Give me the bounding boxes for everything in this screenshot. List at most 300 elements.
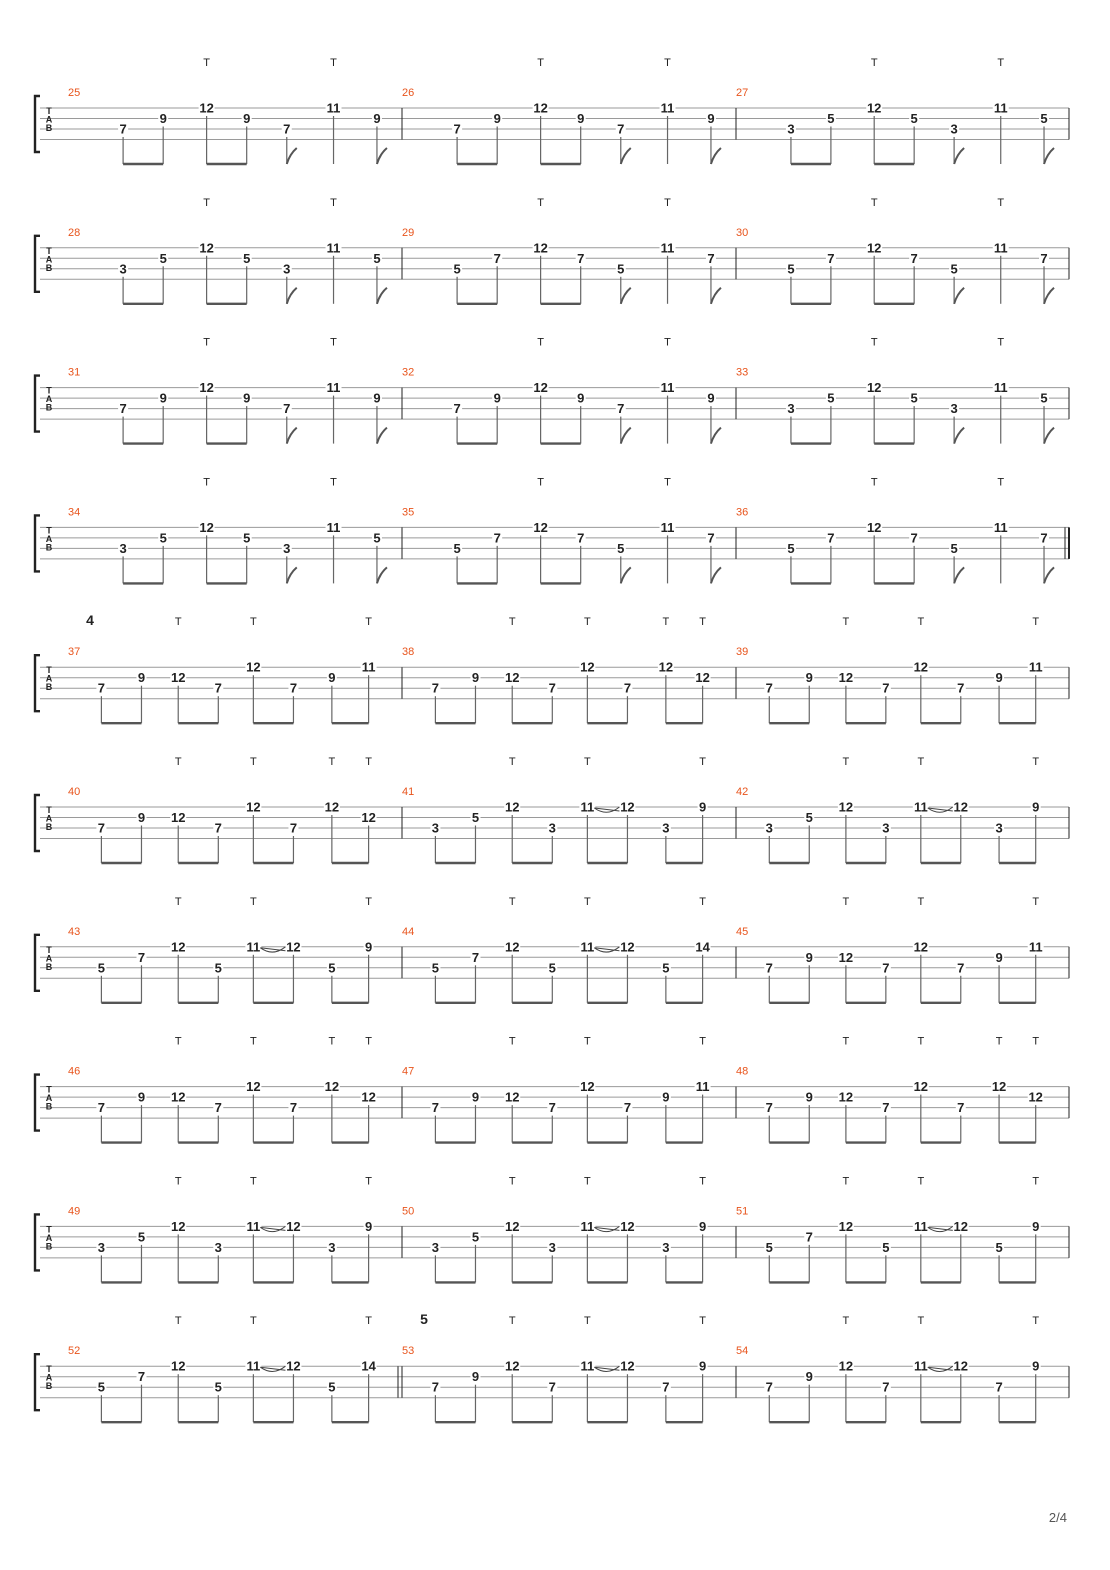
tab-clef-letter: B: [45, 262, 53, 273]
tap-mark: T: [917, 1035, 925, 1048]
fret-number: 5: [159, 530, 167, 546]
note-flag: [1044, 288, 1054, 304]
fret-number: 9: [577, 390, 585, 406]
fret-number: 12: [361, 810, 376, 825]
fret-number: 7: [119, 121, 127, 137]
tab-clef-letter: A: [45, 1093, 53, 1104]
measure-number: 31: [68, 366, 81, 379]
fret-number: 12: [286, 939, 301, 955]
fret-number: 7: [431, 1379, 440, 1395]
fret-number: 12: [170, 670, 186, 686]
system-bracket: [35, 935, 40, 991]
fret-number: 9: [373, 390, 381, 406]
note-flag: [621, 288, 631, 304]
fret-number: 7: [548, 1100, 556, 1116]
measure-number: 52: [68, 1345, 81, 1358]
tab-clef-letter: B: [45, 1241, 53, 1252]
fret-number: 12: [324, 1079, 340, 1095]
note-flag: [377, 428, 387, 444]
note-flag: [1044, 428, 1054, 444]
note-flag: [377, 288, 387, 304]
tap-mark: T: [328, 1035, 336, 1048]
tap-mark: T: [1032, 1035, 1040, 1048]
measure-number: 36: [736, 506, 749, 519]
tab-clef-letter: T: [46, 1084, 52, 1095]
measure-number: 27: [736, 87, 749, 99]
tab-clef-letter: B: [45, 1101, 53, 1112]
fret-number: 12: [533, 240, 548, 256]
fret-number: 7: [765, 960, 773, 976]
tab-clef-letter: A: [45, 254, 53, 265]
fret-number: 12: [866, 380, 882, 396]
tap-mark: T: [250, 1175, 257, 1188]
tap-mark: T: [842, 756, 850, 768]
fret-number: 11: [993, 240, 1008, 256]
fret-number: 9: [471, 670, 480, 686]
fret-number: 7: [97, 820, 106, 836]
tap-mark: T: [870, 476, 878, 489]
tap-mark: T: [508, 1175, 516, 1188]
measure-number: 35: [402, 506, 415, 519]
note-flag: [621, 148, 631, 164]
fret-number: 5: [453, 540, 461, 556]
fret-number: 7: [765, 680, 773, 696]
fret-number: 5: [662, 960, 670, 976]
tap-mark: T: [917, 1315, 925, 1328]
fret-number: 7: [957, 1100, 965, 1116]
fret-number: 5: [950, 261, 958, 277]
fret-number: 12: [199, 240, 214, 256]
fret-number: 7: [957, 960, 965, 976]
fret-number: 5: [882, 1239, 890, 1255]
tap-mark: T: [584, 1315, 591, 1328]
tab-clef-letter: B: [45, 542, 53, 553]
fret-number: 12: [533, 380, 548, 396]
tap-mark: T: [584, 895, 591, 908]
tap-mark: T: [365, 1035, 372, 1048]
system-bracket: [35, 236, 40, 292]
fret-number: 9: [577, 111, 585, 126]
measure-number: 47: [402, 1065, 415, 1078]
fret-number: 11: [695, 1079, 710, 1095]
tap-mark: T: [330, 196, 337, 209]
fret-number: 7: [882, 680, 890, 696]
tap-mark: T: [699, 1035, 706, 1048]
tap-mark: T: [699, 1175, 706, 1188]
fret-number: 11: [580, 1358, 595, 1374]
tap-mark: T: [174, 1315, 182, 1328]
fret-number: 12: [953, 799, 969, 815]
note-flag: [287, 428, 297, 444]
fret-number: 7: [882, 1379, 890, 1395]
fret-number: 7: [827, 250, 835, 266]
tap-mark: T: [508, 756, 516, 768]
fret-number: 3: [787, 121, 795, 137]
fret-number: 12: [199, 519, 214, 535]
tap-mark: T: [584, 616, 591, 629]
fret-number: 9: [328, 670, 336, 686]
tap-mark: T: [508, 1315, 516, 1328]
tap-mark: T: [664, 57, 671, 69]
fret-number: 12: [246, 659, 261, 675]
fret-number: 11: [993, 519, 1008, 535]
measure-number: 33: [736, 366, 749, 379]
fret-number: 12: [838, 1089, 854, 1105]
fret-number: 5: [453, 261, 461, 277]
fret-number: 7: [623, 680, 632, 696]
fret-number: 7: [431, 1100, 440, 1116]
fret-number: 12: [246, 799, 261, 815]
fret-number: 11: [246, 939, 261, 955]
note-flag: [954, 428, 964, 444]
fret-number: 9: [493, 390, 501, 406]
fret-number: 7: [289, 680, 298, 696]
fret-number: 11: [326, 380, 341, 396]
fret-number: 5: [471, 810, 480, 825]
note-flag: [954, 148, 964, 164]
section-marker: 5: [420, 1311, 428, 1328]
fret-number: 11: [660, 240, 675, 256]
system-bracket: [35, 515, 40, 571]
fret-number: 12: [286, 1358, 301, 1374]
fret-number: 5: [471, 1229, 480, 1245]
fret-number: 5: [617, 540, 625, 556]
fret-number: 7: [617, 121, 625, 137]
fret-number: 5: [617, 261, 625, 277]
tap-mark: T: [1032, 616, 1040, 629]
fret-number: 7: [662, 1379, 670, 1395]
tab-clef-letter: T: [46, 805, 52, 815]
fret-number: 7: [214, 680, 222, 696]
system-bracket: [35, 795, 40, 851]
system-bracket: [35, 1214, 40, 1270]
tap-mark: T: [699, 1315, 706, 1328]
tap-mark: T: [508, 1035, 516, 1048]
fret-number: 7: [137, 949, 146, 965]
fret-number: 3: [283, 540, 291, 556]
measure-number: 46: [68, 1065, 81, 1078]
measure-number: 25: [68, 87, 81, 99]
tap-mark: T: [917, 895, 925, 908]
fret-number: 7: [617, 401, 625, 417]
fret-number: 3: [662, 1239, 670, 1255]
fret-number: 3: [882, 820, 890, 836]
fret-number: 9: [243, 111, 251, 126]
fret-number: 12: [838, 799, 854, 815]
tap-mark: T: [365, 1175, 372, 1188]
fret-number: 12: [953, 1358, 969, 1374]
note-flag: [287, 567, 297, 583]
fret-number: 11: [913, 1218, 928, 1234]
note-flag: [711, 288, 721, 304]
fret-number: 11: [993, 100, 1008, 116]
tap-mark: T: [537, 476, 544, 489]
fret-number: 12: [580, 1079, 595, 1095]
measure-number: 50: [402, 1205, 415, 1218]
fret-number: 5: [373, 530, 381, 546]
fret-number: 12: [199, 100, 214, 116]
fret-number: 7: [453, 121, 461, 137]
fret-number: 9: [995, 949, 1003, 965]
fret-number: 9: [805, 670, 813, 686]
tab-clef-letter: B: [45, 402, 53, 413]
fret-number: 11: [326, 100, 341, 116]
fret-number: 7: [623, 1100, 632, 1116]
tap-mark: T: [537, 336, 544, 349]
fret-number: 7: [765, 1379, 773, 1395]
fret-number: 12: [504, 799, 520, 815]
tab-clef-letter: A: [45, 953, 53, 964]
fret-number: 9: [137, 670, 146, 686]
fret-number: 7: [548, 680, 556, 696]
fret-number: 7: [882, 960, 890, 976]
note-flag: [287, 148, 297, 164]
tap-mark: T: [537, 57, 544, 69]
fret-number: 12: [866, 240, 882, 256]
fret-number: 12: [533, 100, 548, 116]
fret-number: 7: [493, 530, 501, 546]
fret-number: 9: [805, 1089, 813, 1105]
fret-number: 3: [995, 820, 1003, 836]
fret-number: 5: [328, 1379, 336, 1395]
note-flag: [954, 567, 964, 583]
fret-number: 5: [243, 530, 251, 546]
fret-number: 12: [324, 799, 340, 815]
fret-number: 12: [504, 1218, 520, 1234]
tap-mark: T: [997, 196, 1005, 209]
fret-number: 11: [660, 519, 675, 535]
tap-mark: T: [508, 895, 516, 908]
fret-number: 5: [328, 960, 336, 976]
tap-mark: T: [365, 616, 372, 629]
fret-number: 12: [580, 659, 595, 675]
fret-number: 11: [913, 799, 928, 815]
fret-number: 7: [471, 949, 480, 965]
fret-number: 12: [246, 1079, 261, 1095]
tap-mark: T: [508, 616, 516, 629]
fret-number: 12: [170, 1089, 186, 1105]
fret-number: 9: [1032, 799, 1040, 815]
measure-number: 49: [68, 1205, 81, 1218]
tap-mark: T: [1032, 895, 1040, 908]
fret-number: 7: [137, 1369, 146, 1385]
fret-number: 9: [805, 949, 813, 965]
fret-number: 7: [882, 1100, 890, 1116]
fret-number: 7: [765, 1100, 773, 1116]
tab-clef-letter: T: [46, 665, 52, 676]
fret-number: 7: [910, 530, 918, 546]
tap-mark: T: [870, 196, 878, 209]
tab-clef-letter: B: [45, 961, 53, 972]
note-flag: [621, 428, 631, 444]
fret-number: 9: [364, 939, 373, 955]
fret-number: 12: [170, 1218, 186, 1234]
fret-number: 9: [707, 390, 715, 406]
tap-mark: T: [174, 895, 182, 908]
fret-number: 3: [97, 1239, 106, 1255]
tap-mark: T: [203, 196, 210, 209]
tab-clef-letter: B: [45, 1381, 53, 1392]
fret-number: 5: [995, 1239, 1003, 1255]
fret-number: 5: [159, 250, 167, 266]
fret-number: 7: [453, 401, 461, 417]
fret-number: 7: [289, 1100, 298, 1116]
tap-mark: T: [842, 616, 850, 629]
fret-number: 7: [214, 820, 222, 836]
fret-number: 7: [577, 530, 585, 546]
tap-mark: T: [842, 895, 850, 908]
note-flag: [287, 288, 297, 304]
fret-number: 7: [548, 1379, 556, 1395]
fret-number: 3: [950, 401, 958, 417]
tap-mark: T: [664, 476, 671, 489]
fret-number: 12: [695, 670, 710, 686]
fret-number: 9: [698, 799, 707, 815]
fret-number: 5: [805, 810, 813, 825]
fret-number: 9: [707, 111, 715, 126]
fret-number: 9: [137, 810, 146, 825]
fret-number: 3: [662, 820, 670, 836]
fret-number: 11: [660, 380, 675, 396]
tap-mark: T: [250, 616, 257, 629]
fret-number: 5: [765, 1239, 773, 1255]
measure-number: 38: [402, 646, 415, 659]
system-bracket: [35, 1354, 40, 1410]
fret-number: 7: [827, 530, 835, 546]
fret-number: 5: [214, 960, 222, 976]
note-flag: [1044, 567, 1054, 583]
fret-number: 12: [913, 659, 929, 675]
fret-number: 5: [827, 390, 835, 406]
fret-number: 11: [580, 1218, 595, 1234]
tap-mark: T: [330, 476, 337, 489]
fret-number: 3: [431, 820, 440, 836]
fret-number: 12: [620, 799, 635, 815]
tap-mark: T: [1032, 1315, 1040, 1328]
fret-number: 7: [119, 401, 127, 417]
tab-clef-letter: T: [46, 1224, 52, 1235]
fret-number: 12: [866, 519, 882, 535]
fret-number: 3: [787, 401, 795, 417]
tap-mark: T: [664, 196, 671, 209]
tap-mark: T: [330, 336, 337, 349]
note-flag: [711, 148, 721, 164]
system-bracket: [35, 655, 40, 711]
fret-number: 11: [1028, 939, 1043, 955]
fret-number: 12: [199, 380, 214, 396]
tab-clef-letter: B: [45, 822, 53, 832]
fret-number: 11: [361, 659, 376, 675]
fret-number: 12: [913, 939, 929, 955]
fret-number: 12: [533, 519, 548, 535]
fret-number: 5: [787, 261, 795, 277]
fret-number: 11: [580, 939, 595, 955]
fret-number: 7: [910, 250, 918, 266]
measure-number: 28: [68, 226, 81, 239]
fret-number: 9: [243, 390, 251, 406]
measure-number: 39: [736, 646, 749, 659]
fret-number: 12: [504, 1358, 520, 1374]
measure-number: 30: [736, 226, 749, 239]
note-flag: [711, 567, 721, 583]
measure-number: 41: [402, 786, 415, 798]
fret-number: 12: [620, 1358, 635, 1374]
tap-mark: T: [1032, 1175, 1040, 1188]
fret-number: 3: [548, 1239, 556, 1255]
fret-number: 12: [838, 949, 854, 965]
fret-number: 12: [170, 810, 186, 825]
tab-clef-letter: T: [46, 245, 52, 256]
tap-mark: T: [997, 57, 1005, 69]
measure-number: 32: [402, 366, 415, 379]
fret-number: 3: [765, 820, 773, 836]
fret-number: 11: [326, 519, 341, 535]
fret-number: 11: [993, 380, 1008, 396]
fret-number: 9: [471, 1089, 480, 1105]
note-flag: [377, 567, 387, 583]
fret-number: 9: [373, 111, 381, 126]
fret-number: 7: [995, 1379, 1003, 1395]
tap-mark: T: [584, 756, 591, 768]
fret-number: 5: [548, 960, 556, 976]
measure-number: 54: [736, 1345, 749, 1358]
tap-mark: T: [995, 1035, 1003, 1048]
tap-mark: T: [203, 476, 210, 489]
measure-number: 48: [736, 1065, 749, 1078]
tap-mark: T: [174, 1035, 182, 1048]
tap-mark: T: [584, 1035, 591, 1048]
tab-clef-letter: A: [45, 813, 53, 824]
fret-number: 7: [289, 820, 298, 836]
tab-clef-letter: T: [46, 1364, 52, 1375]
note-flag: [621, 567, 631, 583]
fret-number: 5: [97, 1379, 106, 1395]
measure-number: 53: [402, 1345, 415, 1358]
tab-clef-letter: A: [45, 394, 53, 405]
fret-number: 12: [620, 1218, 635, 1234]
tab-clef-letter: A: [45, 114, 53, 125]
fret-number: 12: [504, 1089, 520, 1105]
system-bracket: [35, 1075, 40, 1131]
tab-clef-letter: T: [46, 525, 52, 536]
fret-number: 9: [995, 670, 1003, 686]
fret-number: 9: [698, 1358, 707, 1374]
tab-clef-letter: A: [45, 1372, 53, 1383]
measure-number: 29: [402, 226, 415, 239]
tap-mark: T: [842, 1035, 850, 1048]
fret-number: 9: [698, 1218, 707, 1234]
fret-number: 7: [283, 401, 291, 417]
tab-clef-letter: A: [45, 673, 53, 684]
tap-mark: T: [250, 895, 257, 908]
measure-number: 40: [68, 786, 81, 798]
tap-mark: T: [699, 895, 706, 908]
fret-number: 12: [991, 1079, 1007, 1095]
fret-number: 7: [707, 530, 715, 546]
fret-number: 12: [838, 1218, 854, 1234]
note-flag: [711, 428, 721, 444]
note-flag: [377, 148, 387, 164]
page-number: 2/4: [1048, 1510, 1067, 1525]
fret-number: 9: [805, 1369, 813, 1385]
fret-number: 7: [1040, 530, 1048, 546]
tap-mark: T: [997, 476, 1005, 489]
tap-mark: T: [537, 196, 544, 209]
tap-mark: T: [174, 756, 182, 768]
tap-mark: T: [174, 1175, 182, 1188]
fret-number: 12: [361, 1089, 376, 1105]
tab-clef-letter: B: [45, 682, 53, 693]
